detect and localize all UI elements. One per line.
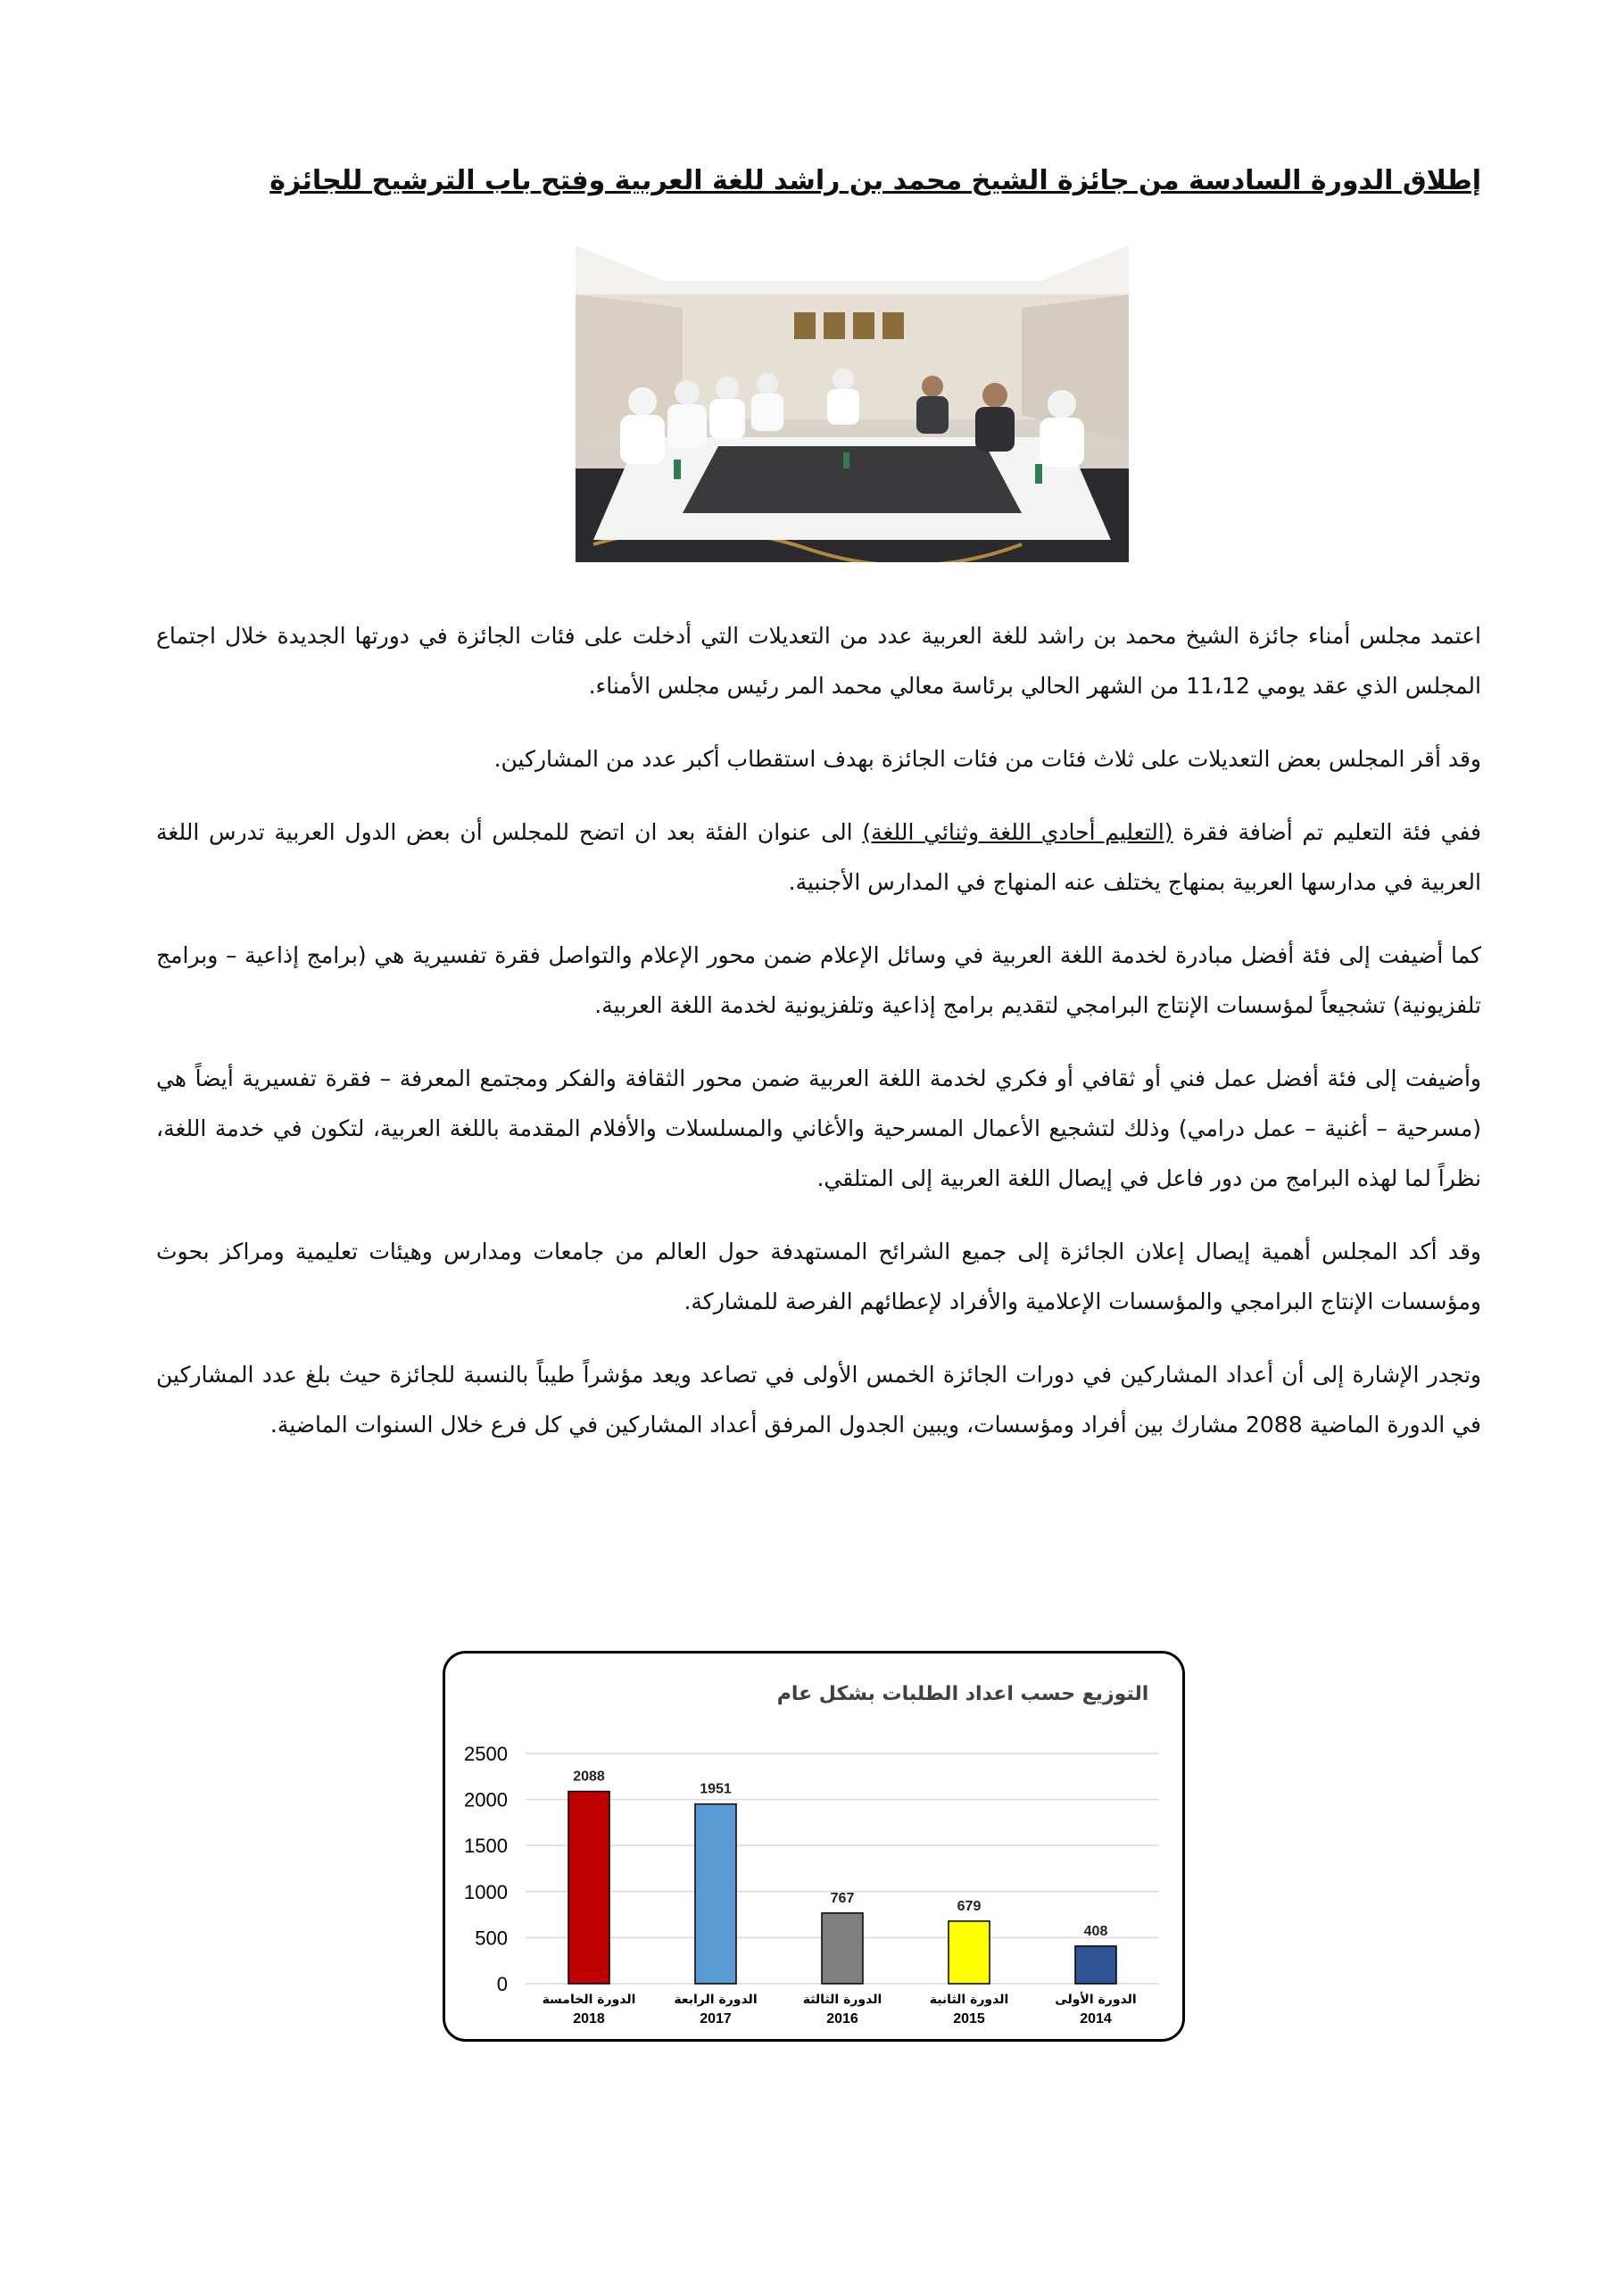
bar: [822, 1913, 863, 1984]
bar: [568, 1792, 609, 1984]
chart-container: [443, 1651, 1185, 2042]
data-label: 1951: [700, 1781, 732, 1797]
y-tick-label: 2000: [464, 1788, 508, 1811]
x-tick-year: 2016: [826, 2011, 858, 2027]
data-label: 679: [957, 1898, 982, 1914]
chart-title: التوزيع حسب اعداد الطلبات بشكل عام: [776, 1683, 1149, 1705]
data-label: 408: [1083, 1923, 1108, 1939]
paragraph-3-end: الى عنوان الفئة بعد ان اتضح للمجلس أن بعض الدول العربية تدرس اللغة العربية في مدارسها العربية بمنهاج يختلف عنه المنهاج في المدارس الأجنبية.: [156, 819, 1481, 895]
data-label: 767: [830, 1890, 855, 1906]
bar: [949, 1921, 990, 1984]
chart-bars: [568, 1792, 1116, 1984]
paragraph-4: كما أضيفت إلى فئة أفضل مبادرة لخدمة اللغة العربية في وسائل الإعلام ضمن محور الإعلام والتواصل فقرة تفسيرية هي (برامج إذاعية – وبرامج تلفزيونية) تشجيعاً لمؤسسات الإنتاج البرامجي لتقديم برامج إذاعية وتلفزيونية لخدمة اللغة العربية.: [156, 942, 1481, 1018]
bar: [1075, 1946, 1116, 1984]
x-tick-year: 2014: [1080, 2011, 1112, 2027]
y-tick-label: 1500: [464, 1835, 508, 1858]
chart-labels: [543, 1770, 1137, 2027]
x-tick-year: 2017: [700, 2011, 732, 2027]
x-tick-label: الدورة الخامسة: [542, 1993, 636, 2007]
paragraph-2: وقد أقر المجلس بعض التعديلات على ثلاث فئات من فئات الجائزة بهدف استقطاب أكبر عدد من المشاركين.: [493, 746, 1481, 772]
x-tick-label: الدورة الثالثة: [802, 1993, 882, 2007]
x-tick-year: 2018: [573, 2011, 605, 2027]
paragraph-3-start: ففي فئة التعليم تم أضافة فقرة: [1172, 819, 1482, 845]
y-tick-label: 0: [496, 1973, 508, 1995]
paragraph-1: اعتمد مجلس أمناء جائزة الشيخ محمد بن راشد للغة العربية عدد من التعديلات التي أدخلت على فئات الجائزة في دورتها الجديدة خلال اجتماع المجلس الذي عقد يومي 11،12 من الشهر الحالي برئاسة معالي محمد المر رئيس مجلس الأمناء.: [156, 623, 1481, 699]
bar: [695, 1804, 736, 1984]
data-label: 2088: [573, 1769, 605, 1785]
paragraph-3: [156, 808, 1481, 908]
y-tick-label: 500: [475, 1927, 508, 1950]
bar-chart: [445, 1654, 1182, 2039]
meeting-photo: [576, 245, 1129, 562]
x-tick-year: 2015: [953, 2011, 985, 2027]
meeting-photo-illustration: [576, 245, 1129, 562]
paragraph-7: وتجدر الإشارة إلى أن أعداد المشاركين في دورات الجائزة الخمس الأولى في تصاعد ويعد مؤشراً طيباً بالنسبة للجائزة حيث بلغ عدد المشاركين في الدورة الماضية 2088 مشارك بين أفراد ومؤسسات، ويبين الجدول المرفق أعداد المشاركين في كل فرع خلال السنوات الماضية.: [156, 1362, 1481, 1438]
x-tick-label: الدورة الثانية: [929, 1993, 1009, 2007]
article-body: [156, 611, 1481, 1473]
chart-y-axis: [464, 1743, 508, 1995]
paragraph-6: وقد أكد المجلس أهمية إيصال إعلان الجائزة إلى جميع الشرائح المستهدفة حول العالم من جامعات ومدارس وهيئات تعليمية ومراكز بحوث ومؤسسات الإنتاج البرامجي والمؤسسات الإعلامية والأفراد لإعطائهم الفرصة للمشاركة.: [156, 1239, 1481, 1314]
x-tick-label: الدورة الأولى: [1055, 1993, 1137, 2007]
y-tick-label: 1000: [464, 1880, 508, 1903]
y-tick-label: 2500: [464, 1743, 508, 1765]
x-tick-label: الدورة الرابعة: [674, 1993, 758, 2007]
paragraph-3-underlined: (التعليم أحادي اللغة وثنائي اللغة): [862, 819, 1173, 845]
paragraph-5: وأضيفت إلى فئة أفضل عمل فني أو ثقافي أو فكري لخدمة اللغة العربية ضمن محور الثقافة والفكر ومجتمع المعرفة – فقرة تفسيرية أيضاً هي (مسرحية – أغنية – عمل درامي) وذلك لتشجيع الأعمال المسرحية والأغاني والمسلسلات والأفلام المقدمة باللغة العربية، لتكون في خدمة اللغة، نظراً لما لهذه البرامج من دور فاعل في إيصال اللغة العربية إلى المتلقي.: [156, 1065, 1481, 1191]
article-title: إطلاق الدورة السادسة من جائزة الشيخ محمد بن راشد للغة العربية وفتح باب الترشيح للجائزة: [269, 165, 1481, 196]
